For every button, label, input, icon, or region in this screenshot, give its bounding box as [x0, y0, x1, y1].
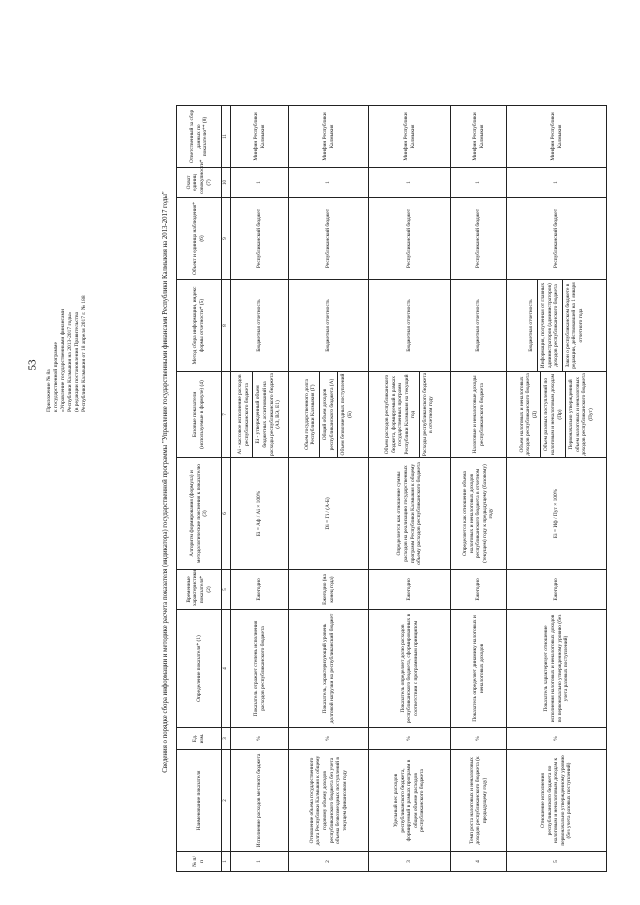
indicator-table [176, 105, 607, 872]
column-number: 3 [222, 728, 231, 750]
base-indicator: Объем налоговых и неналоговых доходов республиканского бюджета (Д) [517, 372, 542, 457]
header-cell: Охват единиц совокупности* (7) [177, 168, 222, 198]
column-number: 8 [222, 280, 231, 372]
appendix-line: Приложение № 8а [46, 369, 52, 412]
row-number: 1 [231, 852, 289, 872]
base-indicators [231, 372, 289, 458]
observation-object: Республиканский бюджет [289, 198, 369, 280]
document-title: Сведения о порядке сбора информации и методике расчета показателя (индикатора) государственной программы "Управление государственными финансами Республики Калмыкия на 2013-2017 годы" [162, 191, 169, 773]
formula: Определяется как отношение объема налоговых и неналоговых доходов республиканского бюджета в отчетном (текущем) году к предыдущему (базовому) году [451, 458, 507, 570]
indicator-name: Исполнение расходов местного бюджета [231, 750, 289, 852]
collection-methods [507, 280, 607, 372]
base-indicators [507, 372, 607, 458]
column-number: 5 [222, 570, 231, 610]
unit: % [289, 728, 369, 750]
collection-method: Информация, полученная от главных администраторов (администраторов) доходов республиканского бюджета [538, 280, 563, 371]
header-cell: № п/п [177, 852, 222, 872]
column-number: 11 [222, 106, 231, 168]
header-cell: Объект и единица наблюдения* (6) [177, 198, 222, 280]
definition: Показатель определяет динамику налоговых и неналоговых доходов [451, 610, 507, 728]
base-indicator: Расходы республиканского бюджета в отчетном году [421, 372, 435, 457]
base-indicator: Объем разовых поступлений по налоговым и неналоговым доходам (Пр) [541, 372, 566, 457]
column-number: 10 [222, 168, 231, 198]
table-row [231, 106, 289, 872]
table-row [369, 106, 451, 872]
base-indicator: Объем безвозмездных поступлений (Б) [340, 373, 353, 456]
responsible: Минфин Республики Калмыкия [451, 106, 507, 168]
header-cell: Ед. изм. [177, 728, 222, 750]
timing: Ежегодно [451, 570, 507, 610]
header-cell: Определение показателя* (1) [177, 610, 222, 728]
collection-method: Закон о республиканском бюджете в редакции, действовавшей на 1 января отчетного года [564, 282, 584, 369]
header-cell: Алгоритм формирования (формула) и методологические пояснения к показателю (3) [177, 458, 222, 570]
base-indicator: Объем расходов республиканского бюджета, формируемый в рамках государственных программ Республики Калмыкия на текущий год [382, 372, 420, 457]
base-indicator: Ai - кассовое исполнение расходов республиканского бюджета [235, 372, 253, 457]
collection-method: Бюджетная отчетность [289, 280, 369, 372]
coverage: 1 [451, 168, 507, 198]
header-cell: Метод сбора информации, индекс формы отчетности* (5) [177, 280, 222, 372]
column-number: 4 [222, 610, 231, 728]
unit: % [231, 728, 289, 750]
indicator-name: Темп роста налоговых и неналоговых доходов республиканского бюджета (к предыдущему году) [451, 750, 507, 852]
responsible: Минфин Республики Калмыкия [289, 106, 369, 168]
appendix-line: к государственной программе [53, 342, 59, 412]
appendix-line: Республики Калмыкия от 18 апреля 2017 г. № 188 [81, 295, 87, 412]
base-indicator: Ei - утвержденный объем бюджетных ассигнований на расходы республиканского бюджета (АЗ, ВЭ, Е1) [255, 373, 282, 456]
row-number: 3 [369, 852, 451, 872]
indicator-name: Отношение исполнения республиканского бюджета по налоговым и неналоговым доходам к первоначально утвержденному уровню (без учета разовых поступлений) [507, 750, 607, 852]
collection-method: Бюджетная отчетность [451, 280, 507, 372]
appendix-line: (в редакции постановления Правительства [74, 311, 80, 412]
rotated-sheet [40, 12, 600, 892]
formula: Определяется как отношение суммы расходов на реализацию государственных программ Республики Калмыкия к общему объему расходов республиканского бюджета [369, 458, 451, 570]
coverage: 1 [507, 168, 607, 198]
collection-method: Бюджетная отчетность [526, 280, 538, 371]
coverage: 1 [369, 168, 451, 198]
row-number: 2 [289, 852, 369, 872]
collection-method: Бюджетная отчетность [231, 280, 289, 372]
formula: Ei = Aф / Ai × 100% [231, 458, 289, 570]
unit: % [507, 728, 607, 750]
timing: Ежегодно [231, 570, 289, 610]
definition: Показатель определяет долю расходов республиканского бюджета, сформированных в соответствии с программным принципом [369, 610, 451, 728]
formula: Di = Гi / (А-Б) [289, 458, 369, 570]
unit: % [451, 728, 507, 750]
observation-object: Республиканский бюджет [369, 198, 451, 280]
column-number: 1 [222, 852, 231, 872]
base-indicator: Общий объем доходов республиканского бюджета (А) [320, 372, 338, 457]
unit: % [369, 728, 451, 750]
appendix-line: Республики Калмыкия на 2013-2017 годы» [67, 311, 73, 412]
header-cell: Наименование показателя [177, 750, 222, 852]
timing: Ежегодно [369, 570, 451, 610]
indicator-name: Удельный вес расходов республиканского бюджета, формируемый в рамках программ в общем объеме расходов республиканского бюджета [369, 750, 451, 852]
observation-object: Республиканский бюджет [507, 198, 607, 280]
coverage: 1 [231, 168, 289, 198]
responsible: Минфин Республики Калмыкия [231, 106, 289, 168]
definition: Показатель отражает степень исполнения расходов республиканского бюджета [231, 610, 289, 728]
base-indicator: Объем государственного долга Республики Калмыкия (Г) [302, 372, 320, 457]
column-number: 9 [222, 198, 231, 280]
table-row [507, 106, 607, 872]
base-indicators [289, 372, 369, 458]
header-cell: Временные характеристики показателя* (2) [177, 570, 222, 610]
coverage: 1 [289, 168, 369, 198]
timing: Ежегодно [507, 570, 607, 610]
responsible: Минфин Республики Калмыкия [369, 106, 451, 168]
base-indicators [369, 372, 451, 458]
column-number: 7 [222, 372, 231, 458]
page-number: 53 [26, 359, 39, 371]
row-number: 5 [507, 852, 607, 872]
definition: Показатель, характеризующий уровень долговой нагрузки на республиканский бюджет [289, 610, 369, 728]
row-number: 4 [451, 852, 507, 872]
column-number: 2 [222, 750, 231, 852]
collection-method: Бюджетная отчетность [369, 280, 451, 372]
timing: Ежегодно (на конец года) [289, 570, 369, 610]
observation-object: Республиканский бюджет [231, 198, 289, 280]
column-number-row [222, 106, 231, 872]
header-cell: Базовые показатели (используемые в формуле) (4) [177, 372, 222, 458]
base-indicator: Первоначально утвержденный объем налоговых и неналоговых доходов республиканского бюджета (Пут) [568, 373, 594, 456]
header-cell: Ответственный за сбор данных по показателю** (8) [177, 106, 222, 168]
column-number: 6 [222, 458, 231, 570]
table-row [289, 106, 369, 872]
table-header-row [177, 106, 222, 872]
base-indicator: Налоговые и неналоговые доходы республиканского бюджета [451, 372, 507, 458]
indicator-name: Отношение объема государственного долга Республики Калмыкия к общему годовому объему доходов республиканского бюджета без учета объема безвозмездных поступлений в текущем финансовом году [289, 750, 369, 852]
observation-object: Республиканский бюджет [451, 198, 507, 280]
definition: Показатель характеризует отношение исполнения налоговых и неналоговых доходов по первоначально утвержденному уровню (без учета разовых поступлений) [507, 610, 607, 728]
formula: Ei = Иф / Пут × 100% [507, 458, 607, 570]
responsible: Минфин Республики Калмыкия [507, 106, 607, 168]
appendix-line: «Управление государственными финансами [60, 309, 66, 412]
table-row [451, 106, 507, 872]
appendix-note [46, 122, 88, 412]
